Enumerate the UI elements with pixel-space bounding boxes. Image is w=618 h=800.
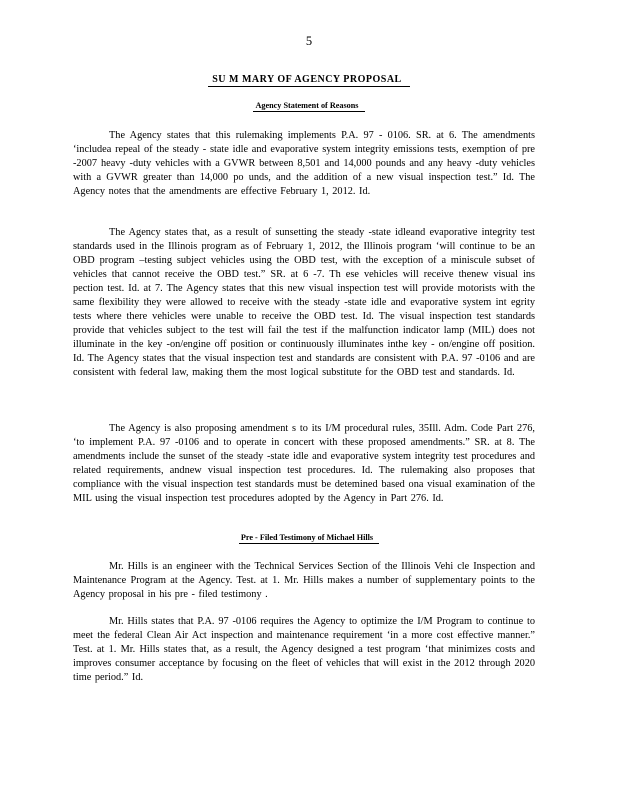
paragraph: The Agency is also proposing amendment s to its I/M procedural rules, 35Ill. Adm. Code Part 276, ‘to implement P.A. 97 -0106 and to operate in concert with these proposed amendments.” SR. at 8. The amendments include the sunset of the steady -state idle and evaporative system integrity test procedures and related requirements, andnew visual inspection test procedures. Id. The rulemaking also proposes that compliance with the visual inspection test standards must be detemined based ona visual examination of the MIL using the visual inspection test procedures adopted by the Agency in Part 276. Id. [73,423,535,504]
paragraph: The Agency states that, as a result of sunsetting the steady -state idleand evaporative integrity test standards used in the Illinois program as of February 1, 2012, the Illinois program ‘will continue to be an OBD program –testing subject vehicles using the OBD test, with the exception of a miniscule subset of vehicles that cannot receive the OBD test.” SR. at 6 -7. Th ese vehicles will receive thenew visual ins pection test. Id. at 7. The Agency states that this new visual inspection test will provide motorists with the same flexibility they were allowed to receive with the steady -state idle and evaporative system int egrity tests where there vehicles were unable to receive the OBD test. Id. The visual inspection test standards provide that vehicles subject to the test will fail the test if the malfunction indicator lamp (MIL) does not illuminate in the key -on/engine off position or continuously illuminates inthe key - on/engine off position. Id. The Agency states that the visual inspection test and standards are consistent with P.A. 97 -0106 and are consistent with federal law, making them the most logical substitute for the OBD test and standards. Id. [73,227,535,378]
subheading-statement-of-reasons [0,101,618,112]
page-number: 5 [305,34,313,48]
subheading-pre-filed-testimony-text: Pre - Filed Testimony of Michael Hills [239,534,379,544]
paragraph: Mr. Hills states that P.A. 97 -0106 requires the Agency to optimize the I/M Program to continue to meet the federal Clean Air Act inspection and maintenance requirement ‘in a more cost effective manner.” Test. at 1. Mr. Hills states that, as a result, the Agency designed a test program ‘that minimizes costs and improves consumer acceptance by focusing on the fleet of vehicles that will exist in the 2012 through 2020 time period.” Id. [73,616,535,683]
section-heading-summary-text: SU M MARY OF AGENCY PROPOSAL [208,75,409,87]
subheading-pre-filed-testimony [0,533,618,544]
paragraph: The Agency states that this rulemaking implements P.A. 97 - 0106. SR. at 6. The amendments ‘includea repeal of the steady - state idle and evaporative system integrity emissions tests, exemption of pre -2007 heavy -duty vehicles with a GVWR between 8,501 and 14,000 pounds and any heavy -duty vehicles with a GVWR greater than 14,000 po unds, and the addition of a new visual inspection test.” Id. The Agency notes that the amendments are effective February 1, 2012. Id. [73,130,535,197]
section-heading-summary [0,74,618,87]
paragraph: Mr. Hills is an engineer with the Technical Services Section of the Illinois Vehi cle Inspection and Maintenance Program at the Agency. Test. at 1. Mr. Hills makes a number of supplementary points to the Agency proposal in his pre - filed testimony . [73,561,535,600]
subheading-statement-of-reasons-text: Agency Statement of Reasons [253,102,364,112]
